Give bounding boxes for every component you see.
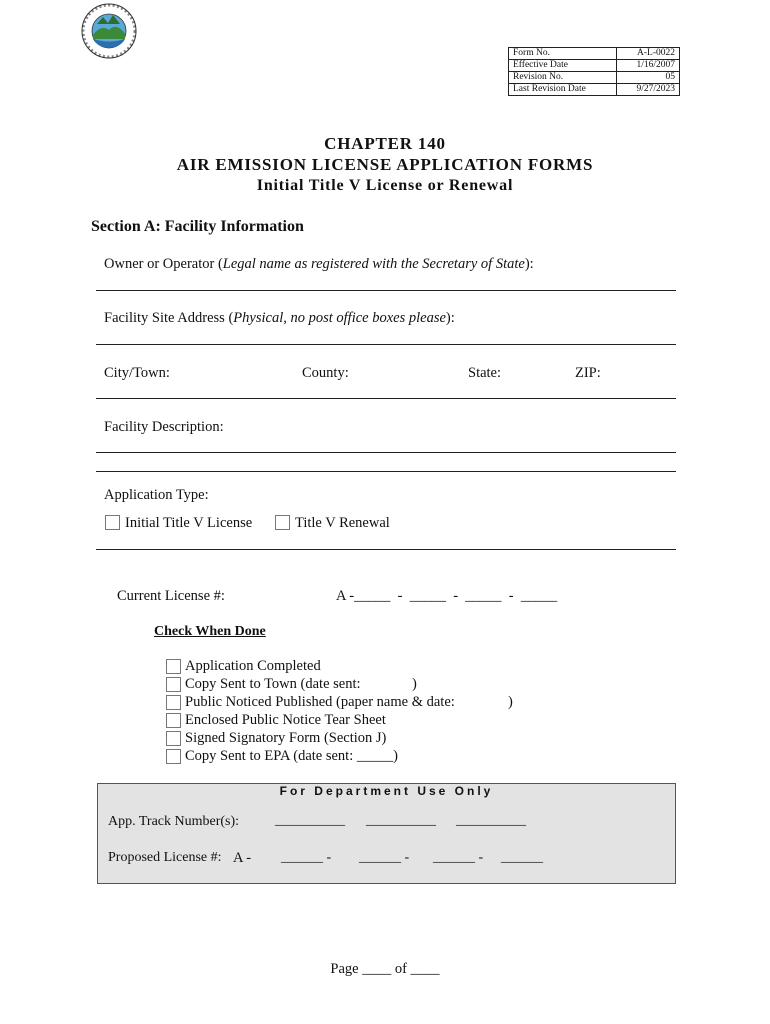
- facility-description-field-2[interactable]: [96, 471, 676, 472]
- form-info-row: [509, 48, 680, 60]
- tear-sheet-checkbox[interactable]: [166, 713, 181, 728]
- facility-description-field-1[interactable]: [96, 452, 676, 453]
- form-info-label: Last Revision Date: [509, 84, 617, 96]
- proposed-license-field-3[interactable]: ______ -: [433, 850, 484, 865]
- form-subtitle: Initial Title V License or Renewal: [256, 177, 514, 194]
- check-when-done-heading: Check When Done: [154, 624, 266, 639]
- current-license-field[interactable]: A -_____ - _____ - _____ - _____: [336, 588, 558, 604]
- department-use-box: [97, 783, 676, 884]
- track-number-field-1[interactable]: __________: [275, 813, 345, 828]
- public-noticed-checkbox[interactable]: [166, 695, 181, 710]
- form-title: AIR EMISSION LICENSE APPLICATION FORMS: [176, 155, 594, 174]
- application-type-label: Application Type:: [104, 487, 209, 503]
- form-info-table: [508, 47, 680, 96]
- copy-sent-town-label: Copy Sent to Town (date sent:: [185, 676, 361, 692]
- current-license-label: Current License #:: [117, 588, 225, 604]
- application-type-divider: [96, 549, 676, 550]
- initial-title-v-label: Initial Title V License: [125, 515, 253, 531]
- application-completed-checkbox[interactable]: [166, 659, 181, 674]
- form-info-value: 1/16/2007: [617, 60, 680, 72]
- proposed-license-label: Proposed License #:: [108, 850, 222, 865]
- owner-operator-field[interactable]: [96, 290, 676, 291]
- state-label: State:: [468, 365, 502, 381]
- owner-operator-label: Owner or Operator (Legal name as registered with the Secretary of State):: [104, 256, 534, 272]
- copy-sent-town-checkbox[interactable]: [166, 677, 181, 692]
- title-v-renewal-checkbox[interactable]: [275, 515, 290, 530]
- form-info-row: [509, 72, 680, 84]
- public-noticed-label: Public Noticed Published (paper name & date:: [185, 694, 455, 710]
- form-info-label: Revision No.: [509, 72, 617, 84]
- form-info-value: 9/27/2023: [617, 84, 680, 96]
- track-number-label: App. Track Number(s):: [108, 814, 240, 829]
- form-info-row: [509, 60, 680, 72]
- zip-label: ZIP:: [575, 365, 601, 381]
- signatory-form-checkbox[interactable]: [166, 731, 181, 746]
- proposed-license-prefix: A -: [233, 850, 252, 866]
- form-info-value: 05: [617, 72, 680, 84]
- department-use-title: For Department Use Only: [279, 784, 494, 798]
- city-county-state-zip-field[interactable]: [96, 398, 676, 399]
- copy-sent-town-close: ): [412, 676, 417, 692]
- title-v-renewal-label: Title V Renewal: [295, 515, 390, 531]
- copy-sent-epa-label: Copy Sent to EPA (date sent: _____): [185, 748, 398, 764]
- form-info-row: [509, 84, 680, 96]
- track-number-field-3[interactable]: __________: [456, 813, 526, 828]
- application-completed-label: Application Completed: [185, 658, 321, 674]
- city-label: City/Town:: [104, 365, 170, 381]
- form-info-value: A-L-0022: [617, 48, 680, 60]
- facility-address-label: Facility Site Address (Physical, no post office boxes please):: [104, 310, 455, 326]
- proposed-license-field-1[interactable]: ______ -: [281, 850, 332, 865]
- facility-address-field[interactable]: [96, 344, 676, 345]
- proposed-license-field-4[interactable]: ______: [501, 850, 543, 865]
- page-number: Page ____ of ____: [330, 961, 440, 977]
- form-info-label: Effective Date: [509, 60, 617, 72]
- tear-sheet-label: Enclosed Public Notice Tear Sheet: [185, 712, 386, 728]
- copy-sent-epa-checkbox[interactable]: [166, 749, 181, 764]
- form-info-label: Form No.: [509, 48, 617, 60]
- facility-description-label: Facility Description:: [104, 419, 224, 435]
- signatory-form-label: Signed Signatory Form (Section J): [185, 730, 387, 746]
- initial-title-v-checkbox[interactable]: [105, 515, 120, 530]
- track-number-field-2[interactable]: __________: [366, 813, 436, 828]
- chapter-heading: CHAPTER 140: [324, 134, 446, 153]
- county-label: County:: [302, 365, 349, 381]
- section-a-heading: Section A: Facility Information: [91, 218, 304, 235]
- state-seal-icon: [73, 2, 137, 62]
- public-noticed-close: ): [508, 694, 513, 710]
- proposed-license-field-2[interactable]: ______ -: [359, 850, 410, 865]
